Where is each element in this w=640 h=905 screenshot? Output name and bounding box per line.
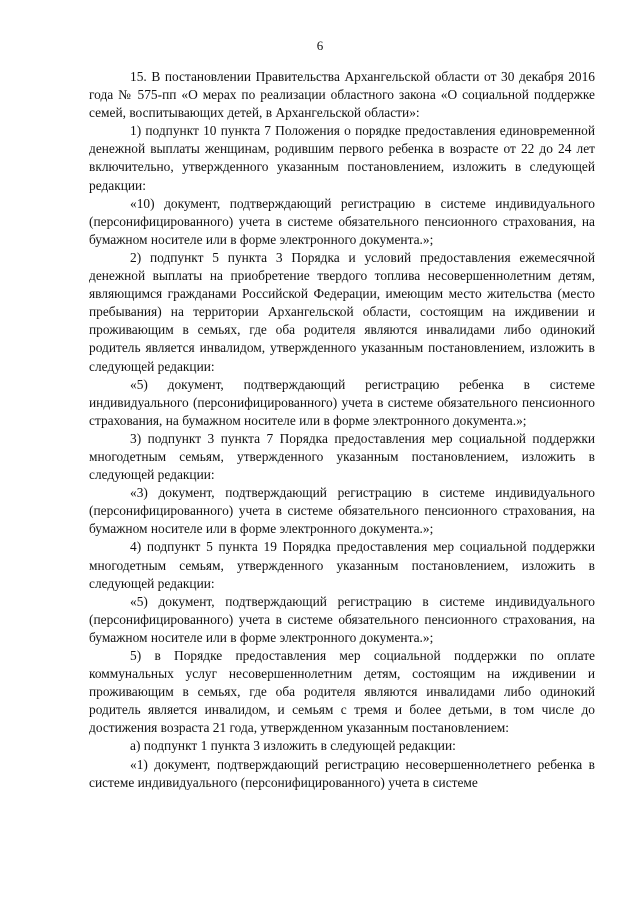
paragraph-quote-5: «5) документ, подтверждающий регистрацию в системе индивидуального (персонифицированного) учета в системе обязательного пенсионного страхования, на бумажном носителе или в форме электронного документа.»;	[89, 593, 595, 645]
paragraph-sub-a: а) подпункт 1 пункта 3 изложить в следующей редакции:	[130, 738, 456, 754]
paragraph-sub-3: 3) подпункт 3 пункта 7 Порядка предоставления мер социальной поддержки многодетным семьям, утвержденного указанным постановлением, изложить в следующей редакции:	[89, 430, 595, 483]
paragraph-15-intro: 15. В постановлении Правительства Архангельской области от 30 декабря 2016 года № 575-пп «О мерах по реализации областного закона «О социальной поддержке семей, воспитывающих детей, в Архангельской области»:	[89, 69, 595, 121]
document-body	[89, 68, 595, 792]
paragraph-sub-1: 1) подпункт 10 пункта 7 Положения о порядке предоставления единовременной денежной выплаты женщинам, родившим первого ребенка в возрасте от 22 до 24 лет включительно, утвержденного указанным постановлением, изложить в следующей редакции:	[89, 123, 595, 193]
paragraph-sub-2: 2) подпункт 5 пункта 3 Порядка и условий предоставления ежемесячной денежной выплаты на приобретение твердого топлива несовершеннолетним детям, являющимся гражданами Российской Федерации, имеющим место жительства (место пребывания) на территории Архангельской области, состоящим на иждивении и проживающим в семьях, где оба родителя являются инвалидами либо одинокий родитель является инвалидом, утвержденного указанным постановлением, изложить в следующей редакции:	[89, 249, 595, 374]
paragraph-quote-3: «3) документ, подтверждающий регистрацию в системе индивидуального (персонифицированного) учета в системе обязательного пенсионного страхования, на бумажном носителе или в форме электронного документа.»;	[89, 485, 595, 537]
paragraph-quote-10: «10) документ, подтверждающий регистрацию в системе индивидуального (персонифицированного) учета в системе обязательного пенсионного страхования, на бумажном носителе или в форме электронного документа.»;	[89, 195, 595, 247]
paragraph-quote-5-child: «5) документ, подтверждающий регистрацию ребенка в системе индивидуального (персонифицированного) учета в системе обязательного пенсионного страхования, на бумажном носителе или в форме электронного документа.»;	[89, 376, 595, 428]
paragraph-quote-1: «1) документ, подтверждающий регистрацию несовершеннолетнего ребенка в системе индивидуального (персонифицированного) учета в системе	[89, 756, 595, 790]
paragraph-sub-5: 5) в Порядке предоставления мер социальной поддержки по оплате коммунальных услуг несовершеннолетним детям, состоящим на иждивении и проживающим в семьях, где оба родителя являются инвалидами либо одинокий родитель является инвалидом, и семьям с тремя и более детьми, в том числе до достижения возраста 21 года, утвержденном указанным постановлением:	[89, 648, 595, 736]
paragraph-sub-4: 4) подпункт 5 пункта 19 Порядка предоставления мер социальной поддержки многодетным семьям, утвержденного указанным постановлением, изложить в следующей редакции:	[89, 539, 595, 591]
page-number: 6	[316, 38, 324, 53]
